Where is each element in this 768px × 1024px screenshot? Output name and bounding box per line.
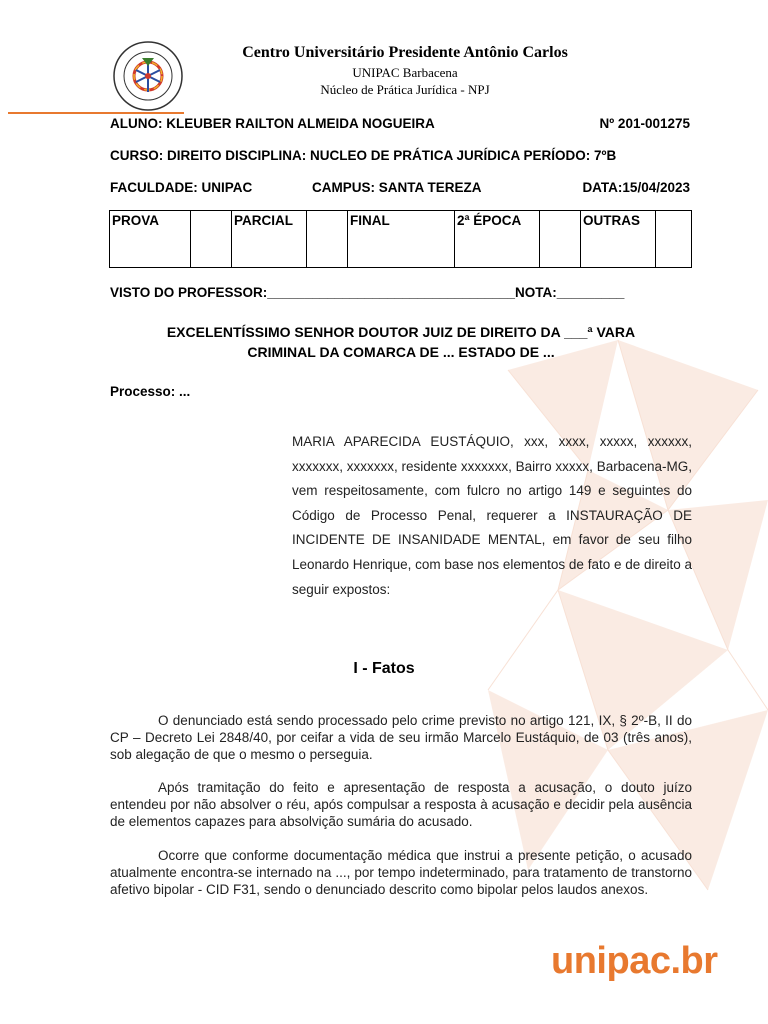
facts-paragraph: Após tramitação do feito e apresentação de resposta a acusação, o douto juízo entendeu por não absolver o réu, após compulsar a resposta à acusação e decidir pela ausência de elementos capazes para absolvição sumária do acusado. bbox=[110, 780, 692, 829]
grade-box-parcial bbox=[307, 211, 348, 268]
process-number: Processo: ... bbox=[110, 384, 191, 399]
grade-box-epoca bbox=[540, 211, 581, 268]
course-line: CURSO: DIREITO DISCIPLINA: NUCLEO DE PRÁTICA JURÍDICA PERÍODO: 7ºB bbox=[110, 148, 617, 163]
grade-label-outras: OUTRAS bbox=[581, 211, 656, 268]
grade-box-prova bbox=[191, 211, 232, 268]
court-address-line: EXCELENTÍSSIMO SENHOR DOUTOR JUIZ DE DIREITO DA ___ª VARA bbox=[166, 324, 636, 340]
student-number: Nº 201-001275 bbox=[599, 116, 690, 131]
student-name: ALUNO: KLEUBER RAILTON ALMEIDA NOGUEIRA bbox=[110, 116, 435, 131]
section-title: I - Fatos bbox=[353, 660, 415, 677]
professor-signature-line: VISTO DO PROFESSOR:_________________________________NOTA:_________ bbox=[110, 285, 625, 300]
court-address bbox=[110, 322, 692, 362]
facts-paragraph: O denunciado está sendo processado pelo crime previsto no artigo 121, IX, § 2º-B, II do CP – Decreto Lei 2848/40, por ceifar a vida de seu irmão Marcelo Eustáquio, de 03 (três anos), sob alegação de que o mesmo o perseguia. bbox=[110, 713, 692, 762]
institution-name: Centro Universitário Presidente Antônio Carlos bbox=[242, 44, 568, 61]
grade-box-final: 2ª ÉPOCA bbox=[455, 211, 540, 268]
grades-table bbox=[109, 210, 692, 268]
institution-department: Núcleo de Prática Jurídica - NPJ bbox=[320, 82, 490, 97]
petition-preamble: MARIA APARECIDA EUSTÁQUIO, xxx, xxxx, xxxxx, xxxxxx, xxxxxxx, xxxxxxx, residente xxxxxxx, Bairro xxxxx, Barbacena-MG, vem respeitosamente, com fulcro no artigo 149 e seguintes do Código de Processo Penal, requerer a INSTAURAÇÃO DE INCIDENTE DE INSANIDADE MENTAL, em favor de seu filho Leonardo Henrique, com base nos elementos de fato e de direito a seguir expostos: bbox=[292, 434, 693, 597]
institution-unit: UNIPAC Barbacena bbox=[352, 65, 458, 80]
background-decoration bbox=[468, 330, 768, 930]
grade-label-final: FINAL bbox=[348, 211, 455, 268]
grade-label-parcial: PARCIAL bbox=[232, 211, 307, 268]
header-rule bbox=[8, 112, 184, 114]
grade-label-prova: PROVA bbox=[110, 211, 191, 268]
campus-field: CAMPUS: SANTA TEREZA bbox=[312, 180, 482, 195]
faculty-field: FACULDADE: UNIPAC bbox=[110, 180, 253, 195]
unipac-wordmark: unipac.br bbox=[551, 940, 718, 982]
date-field: DATA:15/04/2023 bbox=[582, 180, 690, 195]
court-address-line: CRIMINAL DA COMARCA DE ... ESTADO DE ... bbox=[247, 344, 555, 360]
unipac-seal-icon bbox=[112, 40, 184, 112]
grade-box-outras bbox=[656, 211, 692, 268]
facts-paragraph: Ocorre que conforme documentação médica que instrui a presente petição, o acusado atualmente encontra-se internado na ..., por tempo indeterminado, para tratamento de transtorno afetivo bipolar - CID F31, sendo o denunciado descrito como bipolar pelos laudos anexos. bbox=[110, 848, 692, 897]
